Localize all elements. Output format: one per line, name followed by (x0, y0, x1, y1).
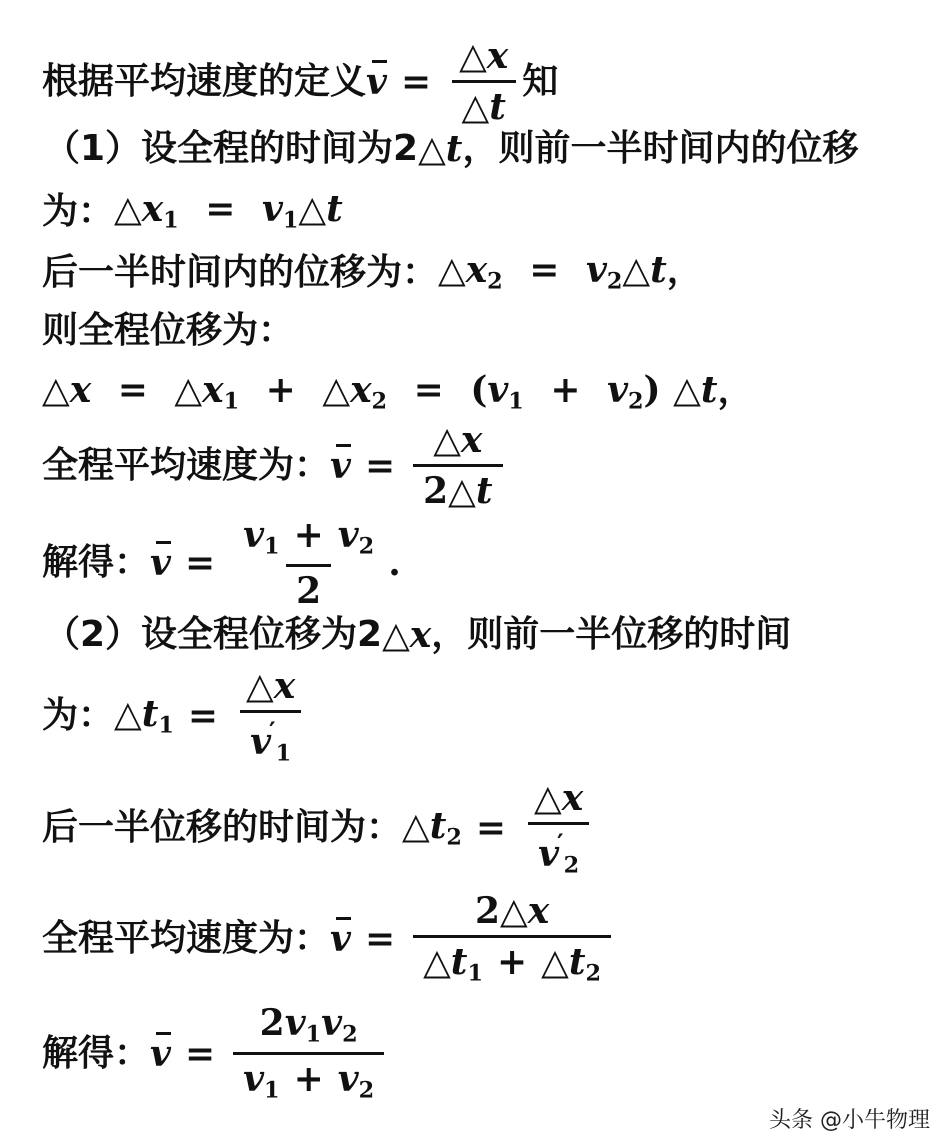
label-avg-velocity-2: 全程平均速度为： (42, 918, 331, 959)
fraction-2dx-sum-dt: $\frac{2\triangle x}{\triangle t_1 + \triangle t_2}$ (413, 893, 611, 985)
equation-dx1: $\triangle x_1$ = $v_1\triangle t$ (114, 188, 343, 234)
first-half-time (42, 665, 309, 767)
equals-sign: = (400, 60, 432, 103)
eq-3: = (187, 695, 219, 738)
vbar-2: v (150, 542, 171, 584)
total-displacement-label (42, 310, 295, 351)
part2-delta-x: △x (382, 614, 432, 656)
label-wei: 为： (42, 190, 115, 232)
label-solve-2: 解得： (42, 1032, 151, 1074)
label-total-displacement: 则全程位移为： (42, 310, 295, 351)
avg-velocity-symbol: v (366, 60, 387, 103)
label-second-half: 后一半时间内的位移为： (42, 251, 439, 293)
total-displacement-equation (42, 369, 754, 415)
eq-2: = (184, 542, 216, 584)
part1-heading (44, 128, 859, 170)
fraction-harmonic-mean: $\frac{2v_1v_2}{v_1 + v_2}$ (233, 1005, 384, 1102)
result-part2 (42, 1002, 388, 1104)
first-half-displacement (42, 188, 343, 234)
equation-total-dx: △x = $\triangle x_1$ + $\triangle x_2 = (v_1 + v_2)$ △t， (42, 369, 754, 415)
part2-tail: ，则前一半位移的时间 (431, 614, 792, 655)
eq-5: = (364, 918, 396, 960)
result-part1 (42, 514, 401, 612)
dt2: $\triangle t_2$ (402, 804, 462, 851)
definition-text: 根据平均速度的定义 (42, 60, 367, 102)
second-half-displacement (42, 249, 703, 295)
fraction-dx-dt: $\frac{\triangle x}{\triangle t}$ (449, 38, 518, 125)
definition-tail: 知 (522, 60, 559, 102)
label-avg-velocity-1: 全程平均速度为： (42, 444, 331, 486)
watermark: 头条 @小牛物理 (769, 1108, 930, 1133)
eq-6: = (184, 1032, 216, 1075)
part1-delta-t: △t (418, 128, 463, 170)
avg-velocity-part2 (42, 890, 615, 987)
fraction-arith-mean: $\frac{v_1 + v_2}{2}$ (243, 514, 375, 612)
period-1: . (388, 542, 401, 584)
part2-heading (44, 614, 792, 656)
avg-velocity-part1 (42, 419, 507, 512)
vbar-3: v (330, 918, 351, 960)
dt1: $\triangle t_1$ (114, 692, 174, 739)
fraction-dx-v1prime: $\frac{\triangle x}{v'_1}$ (236, 668, 305, 765)
eq-4: = (475, 807, 507, 850)
fraction-dx-2dt: $\frac{\triangle x}{2\triangle t}$ (413, 422, 502, 509)
equation-dx2: $\triangle x_2$ = $v_2\triangle t$， (438, 249, 703, 295)
vbar-1: v (330, 444, 351, 487)
definition-line (42, 35, 559, 128)
label-wei-2: 为： (42, 695, 115, 737)
part2-label: （2）设全程位移为2 (44, 614, 383, 655)
eq-1: = (364, 444, 396, 487)
label-second-half-time: 后一半位移的时间为： (42, 807, 403, 849)
second-half-time (42, 777, 597, 879)
fraction-dx-v2prime: $\frac{\triangle x}{v'_2}$ (524, 780, 593, 877)
part1-label: （1）设全程的时间为2 (44, 128, 419, 169)
vbar-4: v (150, 1032, 171, 1075)
label-solve-1: 解得： (42, 542, 151, 583)
part1-tail: ，则前一半时间内的位移 (462, 128, 859, 169)
